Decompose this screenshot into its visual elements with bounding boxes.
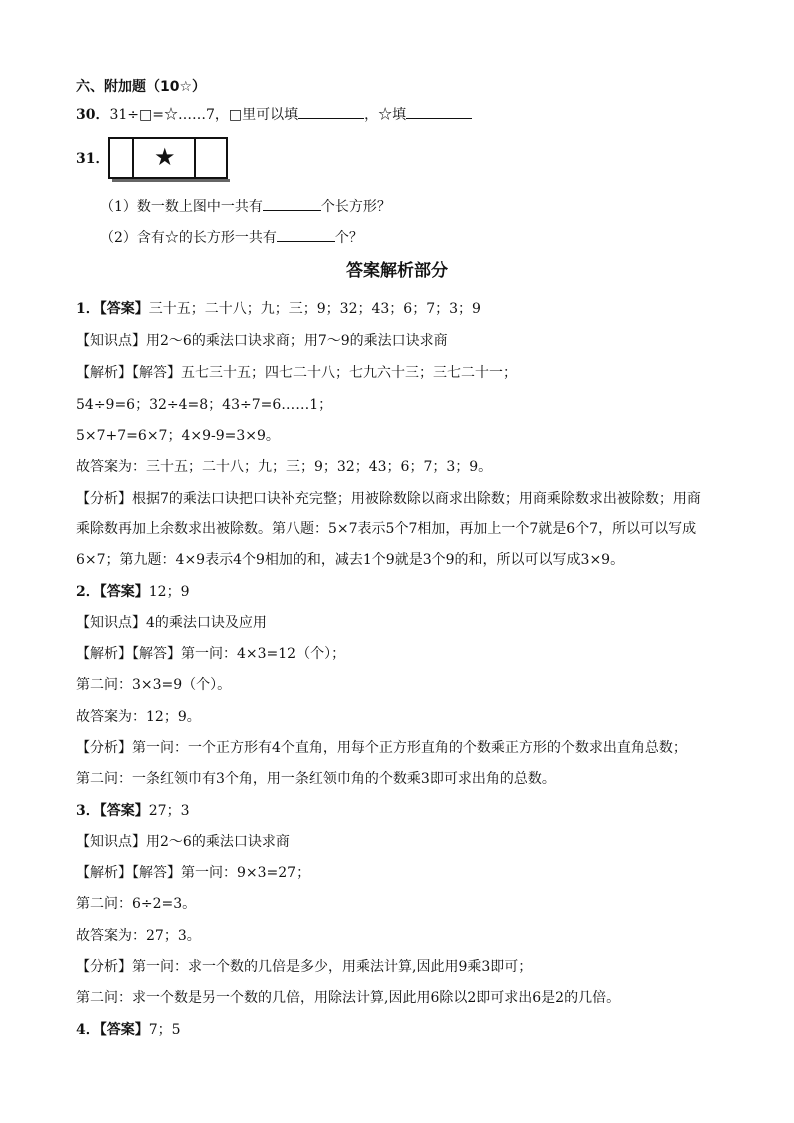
answer-line [76, 583, 189, 601]
analysis-label: 【分析】 [76, 491, 132, 507]
knowledge-text: 4的乘法口诀及应用 [146, 615, 267, 631]
knowledge-text: 用2～6的乘法口诀求商；用7～9的乘法口诀求商 [146, 333, 448, 349]
answer-label: 1．【答案】 [76, 301, 149, 317]
knowledge-line [76, 833, 290, 851]
answer-value: 三十五；二十八；九；三；9；32；43；6；7；3；9 [148, 301, 481, 317]
solution-text: 第二问：6÷2=3。 [76, 896, 197, 912]
answer-line [76, 802, 189, 820]
knowledge-text: 用2～6的乘法口诀求商 [146, 834, 290, 850]
question-number: 31． [76, 151, 110, 167]
question-text: ，☆填 [364, 107, 407, 123]
analysis-text: 第二问：一条红领巾有3个角，用一条红领巾角的个数乘3即可求出角的总数。 [76, 771, 556, 787]
answer-value: 27；3 [148, 803, 190, 819]
answer-line [76, 300, 481, 318]
analysis-text: 根据7的乘法口诀把口诀补充完整；用被除数除以商求出除数；用商乘除数求出被除数；用商 [132, 491, 701, 507]
analysis-text: 乘除数再加上余数求出被除数。第八题：5×7表示5个7相加，再加上一个7就是6个7，所以可以写成 [76, 521, 697, 537]
solution-line [76, 864, 310, 882]
question-30 [76, 105, 472, 124]
solution-label: 【解析】【解答】 [76, 865, 181, 881]
question-number: 30． [76, 107, 110, 123]
analysis-text: 第一问：求一个数的几倍是多少，用乘法计算,因此用9乘3即可； [132, 959, 533, 975]
analysis-label: 【分析】 [76, 959, 132, 975]
solution-label: 【解析】【解答】 [76, 365, 181, 381]
answer-blank[interactable] [277, 228, 335, 242]
solution-line [76, 645, 345, 663]
knowledge-label: 【知识点】 [76, 834, 146, 850]
solution-text: 第二问：3×3=9（个）。 [76, 677, 232, 693]
answer-blank[interactable] [406, 105, 472, 119]
solution-line [76, 364, 517, 382]
solution-text: 故答案为：12；9。 [76, 709, 201, 725]
analysis-text: 6×7；第九题：4×9表示4个9相加的和，减去1个9就是3个9的和，所以可以写成3×9。 [76, 552, 625, 568]
analysis-label: 【分析】 [76, 740, 132, 756]
solution-label: 【解析】【解答】 [76, 646, 181, 662]
answer-line [76, 1021, 181, 1039]
question-text: （1）数一数上图中一共有 [100, 199, 263, 215]
figure-divider [132, 137, 134, 179]
figure-divider [194, 137, 196, 179]
solution-text: 第一问：9×3=27； [181, 865, 311, 881]
question-31-sub2 [100, 228, 363, 247]
answer-blank[interactable] [263, 197, 321, 211]
question-text: 个长方形？ [320, 199, 391, 215]
question-text: 个？ [334, 230, 363, 246]
question-text: 31÷□=☆……7，□里可以填 [109, 107, 299, 123]
knowledge-line [76, 332, 448, 350]
section-heading: 六、附加题（10☆） [76, 79, 207, 95]
answer-value: 12；9 [148, 584, 190, 600]
figure-shadow [112, 179, 230, 182]
answer-label: 4．【答案】 [76, 1022, 149, 1038]
question-text: （2）含有☆的长方形一共有 [100, 230, 277, 246]
solution-text: 故答案为：27；3。 [76, 928, 201, 944]
star-icon: ★ [154, 143, 176, 171]
knowledge-label: 【知识点】 [76, 333, 146, 349]
analysis-line [76, 958, 532, 976]
answer-label: 3．【答案】 [76, 803, 149, 819]
analysis-line [76, 490, 701, 508]
rectangle-figure [106, 137, 230, 183]
solution-text: 第一问：4×3=12（个）； [181, 646, 346, 662]
solution-text: 5×7+7=6×7；4×9-9=3×9。 [76, 428, 280, 444]
answer-label: 2．【答案】 [76, 584, 149, 600]
knowledge-line [76, 614, 267, 632]
analysis-text: 第一问：一个正方形有4个直角，用每个正方形直角的个数乘正方形的个数求出直角总数； [132, 740, 687, 756]
solution-text: 54÷9=6；32÷4=8；43÷7=6……1； [76, 397, 333, 413]
solution-text: 五七三十五；四七二十八；七九六十三；三七二十一； [181, 365, 517, 381]
answer-blank[interactable] [298, 105, 364, 119]
knowledge-label: 【知识点】 [76, 615, 146, 631]
solution-text: 故答案为：三十五；二十八；九；三；9；32；43；6；7；3；9。 [76, 459, 493, 475]
analysis-text: 第二问：求一个数是另一个数的几倍，用除法计算,因此用6除以2即可求出6是2的几倍。 [76, 990, 621, 1006]
question-31-sub1 [100, 197, 391, 216]
page-title: 答案解析部分 [346, 261, 448, 281]
analysis-line [76, 739, 687, 757]
answer-value: 7；5 [148, 1022, 181, 1038]
